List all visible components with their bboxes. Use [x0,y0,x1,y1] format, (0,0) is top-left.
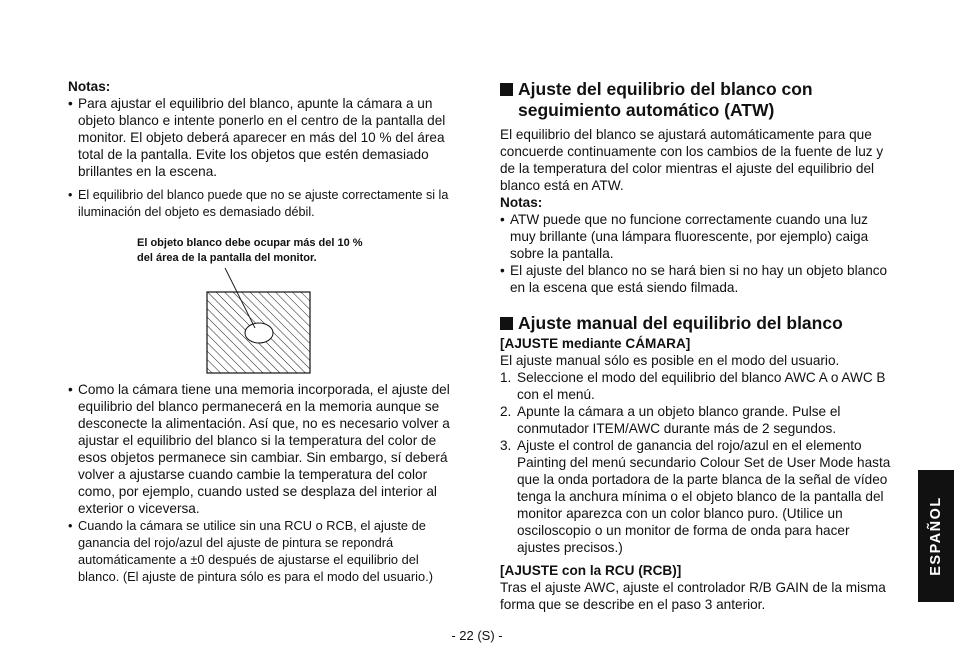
step-1 [500,369,892,403]
step-text: Seleccione el modo del equilibrio del blanco AWC A o AWC B con el menú. [517,370,886,402]
figure-caption [137,236,437,266]
square-bullet-icon [500,83,513,96]
note-text: Como la cámara tiene una memoria incorporada, el ajuste del equilibrio del blanco permanecerá en la memoria aunque se desconecte la alimentación. Así que, no es necesario volver a ajustar el equilibrio del blanco si la temperatura del color de esos objetos permanece sin cambiar. Sin embargo, sí deberá volver a ajustarse cuando cambie la temperatura del color como, por ejemplo, cuando usted se desplaza del interior al exterior o viceversa. [78,382,450,516]
bullet-marker: • [68,518,73,533]
step-number: 2. [500,404,512,419]
right-column [500,79,892,613]
step-2 [500,403,892,437]
manual-heading-text: Ajuste manual del equilibrio del blanco [518,313,843,333]
atw-heading-line-2: seguimiento automático (ATW) [518,100,775,120]
camera-subheading: [AJUSTE mediante CÁMARA] [500,336,691,351]
figure-caption-line-2: del área de la pantalla del monitor. [137,252,317,264]
leader-line [225,268,255,328]
step-text: Apunte la cámara a un objeto blanco grande. Pulse el conmutador ITEM/AWC durante más de 2 segundos. [517,404,841,436]
note-bullet-2 [68,187,460,221]
note-text: Cuando la cámara se utilice sin una RCU o RCB, el ajuste de ganancia del rojo/azul del ajuste de pintura se repondrá automáticamente a ±0 después de ajustarse el equilibrio del blanco. (El ajuste de pintura sólo es para el modo del usuario.) [78,518,433,584]
atw-heading [500,79,892,121]
camera-intro: El ajuste manual sólo es posible en el modo del usuario. [500,353,840,368]
note-text: El equilibrio del blanco puede que no se ajuste correctamente si la iluminación del objeto es demasiado débil. [78,188,449,219]
step-number: 3. [500,438,512,453]
language-tab-label: ESPAÑOL [928,496,944,576]
bullet-marker: • [68,96,73,111]
step-3 [500,437,892,556]
bullet-marker: • [68,188,73,202]
note-bullet-1 [68,95,460,180]
bullet-marker: • [68,382,73,397]
language-tab [918,470,954,602]
note-bullet-3 [68,381,460,517]
manual-heading [500,313,892,334]
figure-caption-line-1: El objeto blanco debe ocupar más del 10 % [137,237,363,249]
step-text: Ajuste el control de ganancia del rojo/azul en el elemento Painting del menú secundario Colour Set de User Mode hasta que la onda portadora de la parte blanca de la señal de vídeo tenga la anchura mínima o el objeto blanco de la pantalla del monitor aparezca con un color blanco puro. (Utilice un osciloscopio o un monitor de forma de onda para hacer ajustes precisos.) [517,438,891,555]
step-number: 1. [500,370,512,385]
note-text: El ajuste del blanco no se hará bien si no hay un objeto blanco en la escena que está siendo filmada. [510,263,888,295]
bullet-marker: • [500,212,505,227]
left-column [68,78,460,221]
atw-body: El equilibrio del blanco se ajustará automáticamente para que concuerde continuamente con los cambios de la fuente de luz y de la temperatura del color mientras el ajuste del equilibrio del blanco está en ATW. [500,127,884,193]
note-text: ATW puede que no funcione correctamente cuando una luz muy brillante (una lámpara fluorescente, por ejemplo) caiga sobre la pantalla. [510,212,869,261]
bullet-marker: • [500,263,505,278]
atw-note-2 [500,262,892,296]
atw-heading-line-1: Ajuste del equilibrio del blanco con [518,79,813,99]
atw-note-1 [500,211,892,262]
page-number: - 22 (S) - [451,628,503,643]
rcu-body: Tras el ajuste AWC, ajuste el controlador R/B GAIN de la misma forma que se describe en el paso 3 anterior. [500,580,886,612]
note-text: Para ajustar el equilibrio del blanco, apunte la cámara a un objeto blanco e intente ponerlo en el centro de la pantalla del monitor. El objeto deberá aparecer en más del 10 % del área total de la pantalla. Evite los objetos que estén demasiado brillantes en la escena. [78,96,446,179]
atw-notes-title: Notas: [500,195,543,210]
note-bullet-4 [68,517,460,585]
square-bullet-icon [500,317,513,330]
monitor-screen [207,292,310,373]
rcu-subheading: [AJUSTE con la RCU (RCB)] [500,563,682,578]
white-object [245,323,273,343]
left-column-lower [68,381,460,585]
notes-title: Notas: [68,79,111,94]
